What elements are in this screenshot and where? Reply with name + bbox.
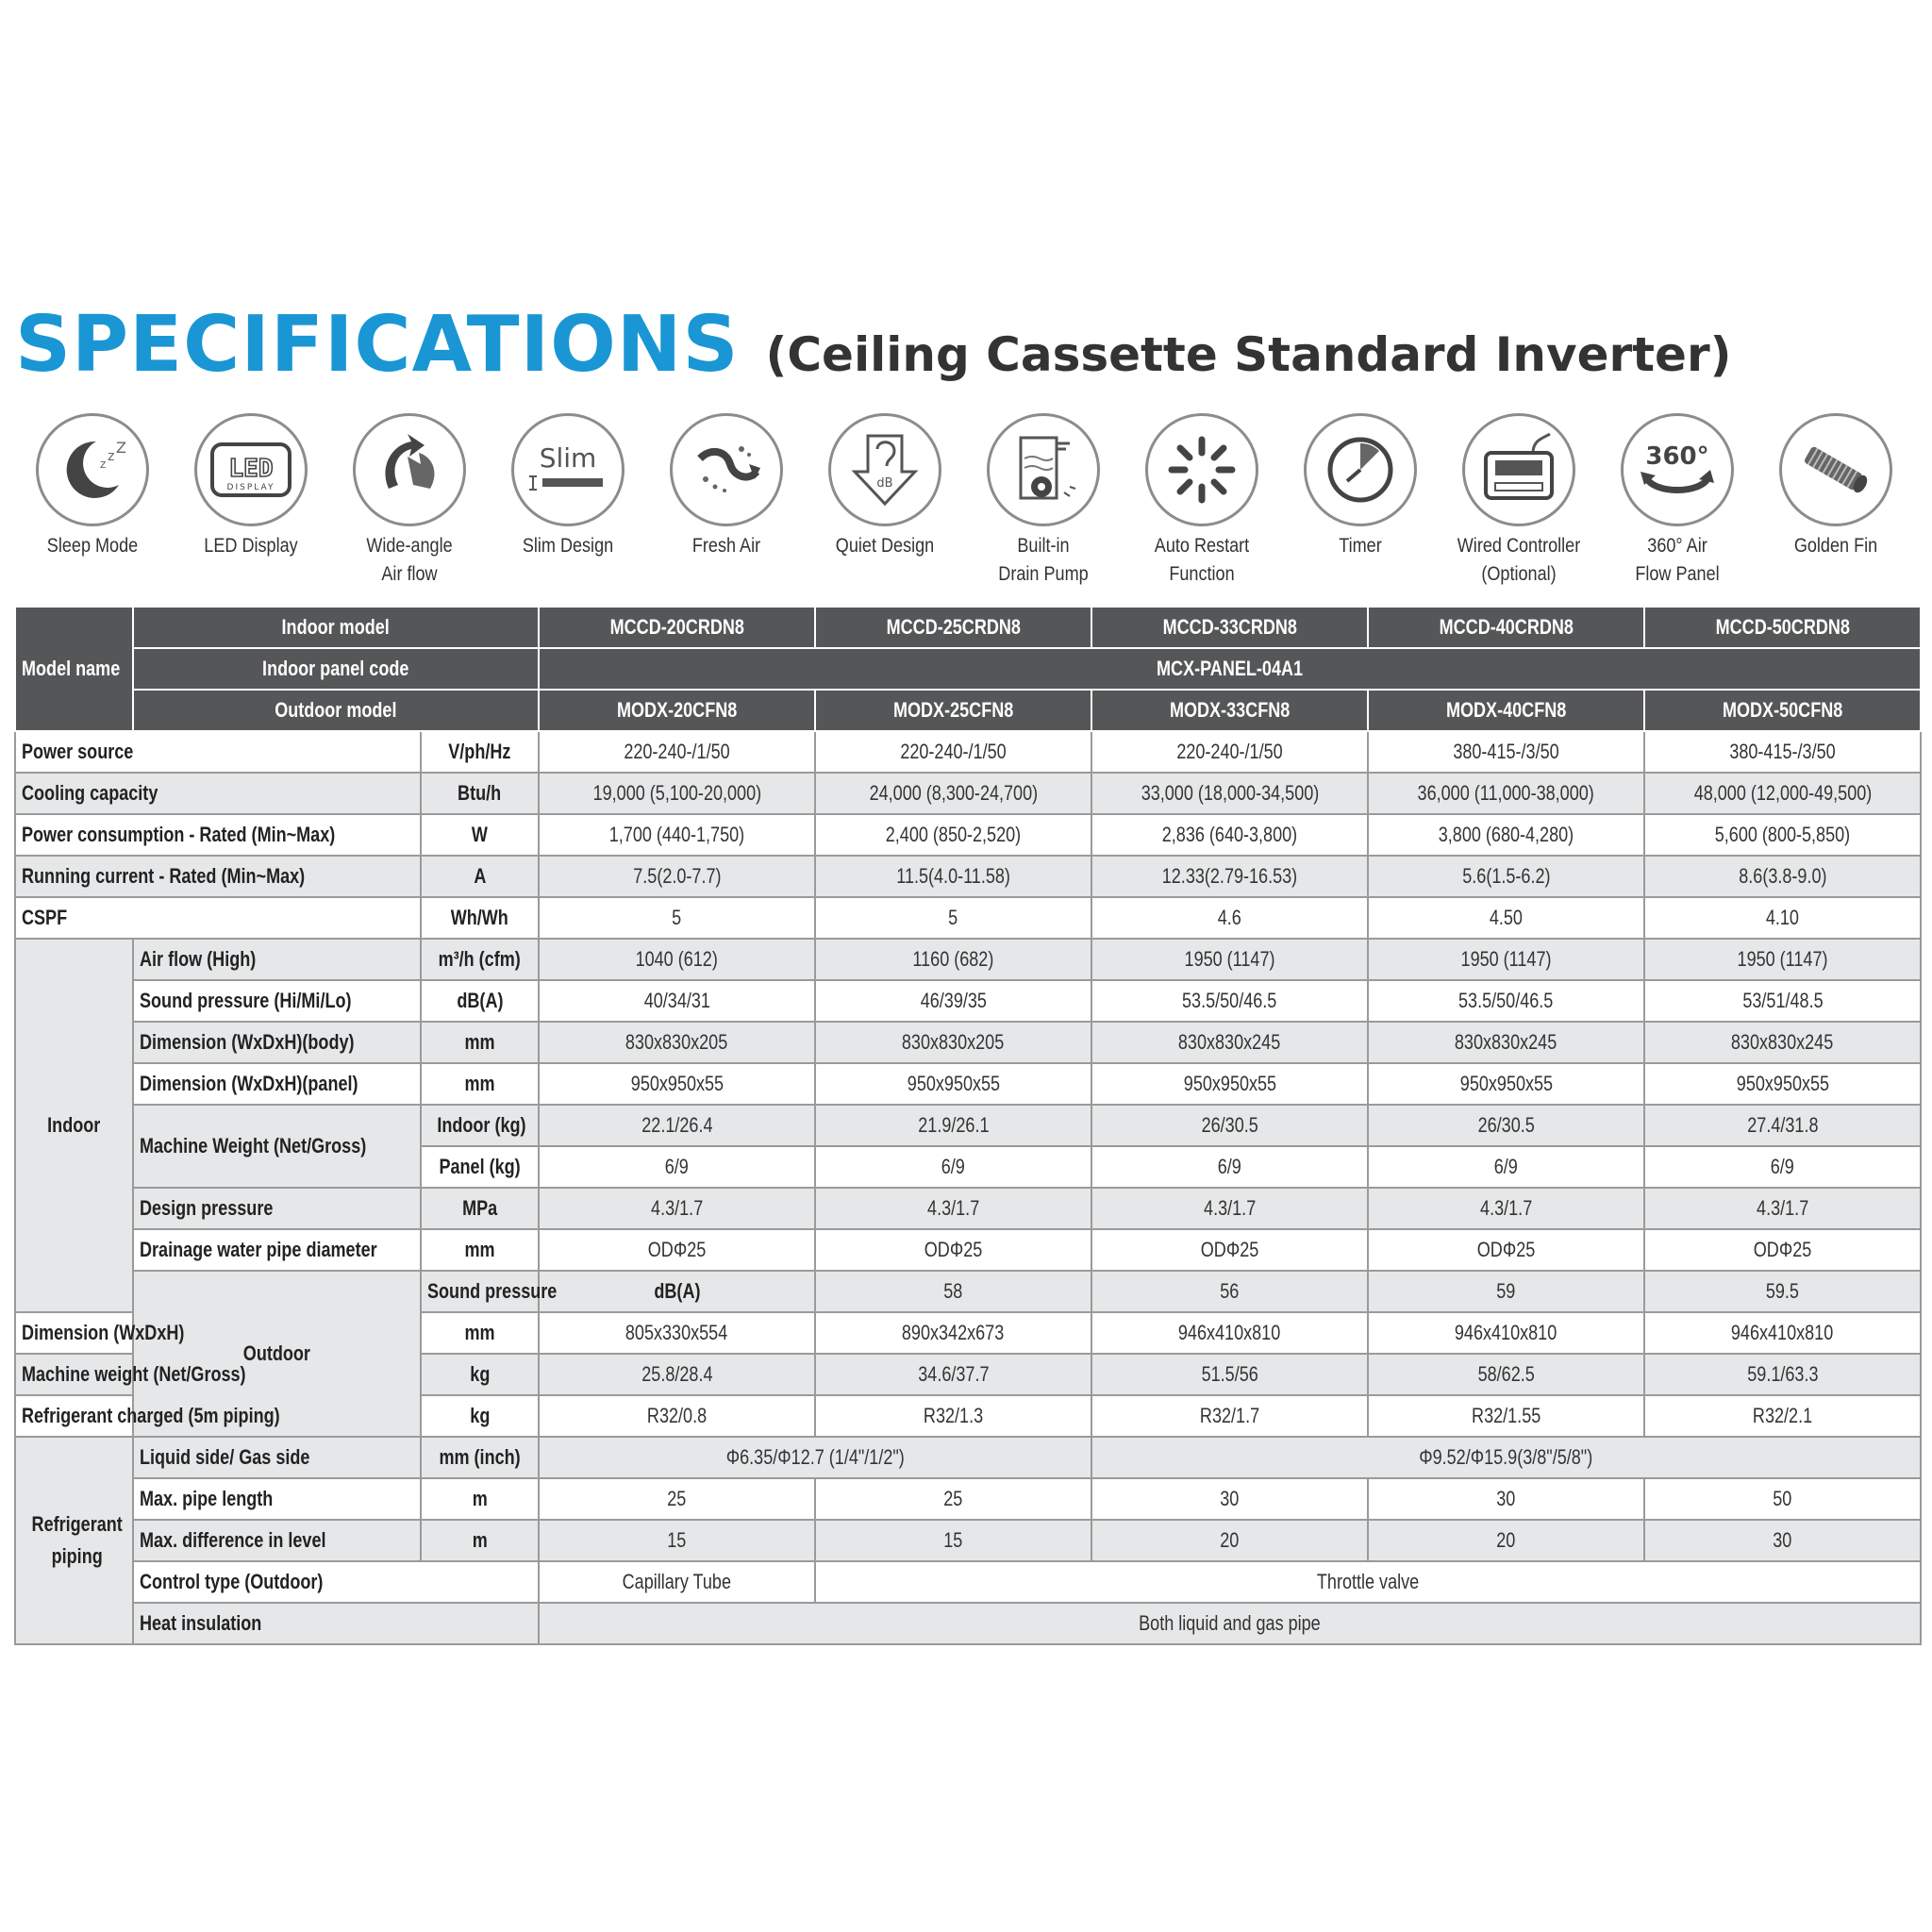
row-unit: mm xyxy=(421,1063,539,1105)
table-row xyxy=(15,690,1921,731)
table-cell: R32/1.7 xyxy=(1091,1395,1368,1437)
feature-label: Golden Fin xyxy=(1793,535,1878,557)
table-row xyxy=(15,1229,1921,1271)
table-row xyxy=(15,1022,1921,1063)
feature-label: Sleep Mode xyxy=(46,535,139,557)
table-cell: 2,836 (640-3,800) xyxy=(1091,814,1368,856)
row-label: Liquid side/ Gas side xyxy=(133,1437,421,1478)
row-unit: V/ph/Hz xyxy=(421,731,539,773)
table-cell: 51.5/56 xyxy=(1091,1354,1368,1395)
table-cell: 830x830x205 xyxy=(539,1022,815,1063)
table-cell: 220-240-/1/50 xyxy=(815,731,1091,773)
indoor-model-cell: MCCD-25CRDN8 xyxy=(815,607,1091,648)
row-label: Dimension (WxDxH)(body) xyxy=(133,1022,421,1063)
row-label: Sound pressure xyxy=(421,1271,539,1312)
svg-text:Z: Z xyxy=(116,439,126,457)
table-cell: 4.3/1.7 xyxy=(1644,1188,1921,1229)
row-label: Refrigerant charged (5m piping) xyxy=(15,1395,133,1437)
table-cell: 380-415-/3/50 xyxy=(1644,731,1921,773)
svg-text:DISPLAY: DISPLAY xyxy=(226,483,275,492)
table-cell: ODΦ25 xyxy=(815,1229,1091,1271)
row-label: Machine weight (Net/Gross) xyxy=(15,1354,133,1395)
table-cell: 26/30.5 xyxy=(1368,1105,1644,1146)
table-cell: 950x950x55 xyxy=(815,1063,1091,1105)
fresh-air-icon xyxy=(687,430,766,509)
outdoor-model-header: Outdoor model xyxy=(133,690,539,731)
table-cell: 950x950x55 xyxy=(1368,1063,1644,1105)
table-cell: 950x950x55 xyxy=(539,1063,815,1105)
feature-quiet-design xyxy=(806,413,964,560)
table-cell: 36,000 (11,000-38,000) xyxy=(1368,773,1644,814)
table-row xyxy=(15,814,1921,856)
outdoor-model-cell: MODX-50CFN8 xyxy=(1644,690,1921,731)
outdoor-model-cell: MODX-25CFN8 xyxy=(815,690,1091,731)
table-row xyxy=(15,939,1921,980)
table-cell: 12.33(2.79-16.53) xyxy=(1091,856,1368,897)
table-row xyxy=(15,1478,1921,1520)
indoor-model-header: Indoor model xyxy=(133,607,539,648)
spec-table xyxy=(14,606,1922,1645)
group-label-outdoor: Outdoor xyxy=(133,1271,421,1437)
feature-label: Timer xyxy=(1339,535,1382,557)
row-unit: W xyxy=(421,814,539,856)
table-cell: 4.3/1.7 xyxy=(539,1188,815,1229)
table-cell: 890x342x673 xyxy=(815,1312,1091,1354)
table-cell: 5 xyxy=(815,897,1091,939)
table-cell: 59 xyxy=(1368,1271,1644,1312)
table-cell: 946x410x810 xyxy=(1368,1312,1644,1354)
feature-golden-fin xyxy=(1757,413,1915,560)
feature-slim-design xyxy=(489,413,647,560)
table-cell: 15 xyxy=(539,1520,815,1561)
table-cell: 24,000 (8,300-24,700) xyxy=(815,773,1091,814)
table-cell: R32/0.8 xyxy=(539,1395,815,1437)
row-unit: Panel (kg) xyxy=(421,1146,539,1188)
row-unit: kg xyxy=(421,1395,539,1437)
table-cell: 1040 (612) xyxy=(539,939,815,980)
row-label: Dimension (WxDxH) xyxy=(15,1312,133,1354)
feature-wired-controller xyxy=(1440,413,1598,589)
table-row xyxy=(15,607,1921,648)
table-cell: 6/9 xyxy=(1368,1146,1644,1188)
row-unit: Indoor (kg) xyxy=(421,1105,539,1146)
table-cell: 8.6(3.8-9.0) xyxy=(1644,856,1921,897)
row-unit: Btu/h xyxy=(421,773,539,814)
row-label: Design pressure xyxy=(133,1188,421,1229)
table-row xyxy=(15,1063,1921,1105)
table-cell: Φ9.52/Φ15.9(3/8"/5/8") xyxy=(1091,1437,1921,1478)
row-unit: mm (inch) xyxy=(421,1437,539,1478)
feature-auto-restart xyxy=(1123,413,1281,589)
table-cell: 946x410x810 xyxy=(1091,1312,1368,1354)
table-row xyxy=(15,1561,1921,1603)
table-cell: 40/34/31 xyxy=(539,980,815,1022)
row-label: Control type (Outdoor) xyxy=(133,1561,539,1603)
table-cell: 48,000 (12,000-49,500) xyxy=(1644,773,1921,814)
title-row xyxy=(15,300,1911,394)
table-cell: 7.5(2.0-7.7) xyxy=(539,856,815,897)
table-cell: 2,400 (850-2,520) xyxy=(815,814,1091,856)
table-cell: 59.5 xyxy=(1644,1271,1921,1312)
feature-wide-angle-airflow xyxy=(330,413,489,589)
row-unit: m³/h (cfm) xyxy=(421,939,539,980)
feature-fresh-air xyxy=(647,413,806,560)
feature-sleep-mode xyxy=(13,413,172,560)
slim-design-icon xyxy=(525,437,610,503)
table-cell: 4.3/1.7 xyxy=(815,1188,1091,1229)
table-cell: 33,000 (18,000-34,500) xyxy=(1091,773,1368,814)
row-label: Sound pressure (Hi/Mi/Lo) xyxy=(133,980,421,1022)
row-label: Heat insulation xyxy=(133,1603,539,1644)
row-label: Cooling capacity xyxy=(15,773,421,814)
outdoor-model-cell: MODX-40CFN8 xyxy=(1368,690,1644,731)
indoor-model-cell: MCCD-40CRDN8 xyxy=(1368,607,1644,648)
table-cell: 830x830x245 xyxy=(1091,1022,1368,1063)
table-row xyxy=(15,731,1921,773)
table-cell: 4.10 xyxy=(1644,897,1921,939)
table-cell: 830x830x205 xyxy=(815,1022,1091,1063)
table-cell: 830x830x245 xyxy=(1644,1022,1921,1063)
table-cell: 46/39/35 xyxy=(815,980,1091,1022)
row-unit: A xyxy=(421,856,539,897)
table-cell: 56 xyxy=(1091,1271,1368,1312)
feature-label: Wide-angle Air flow xyxy=(366,535,453,585)
row-unit: m xyxy=(421,1478,539,1520)
table-cell: 22.1/26.4 xyxy=(539,1105,815,1146)
table-cell: 20 xyxy=(1091,1520,1368,1561)
svg-text:z: z xyxy=(108,449,115,464)
table-cell: 19,000 (5,100-20,000) xyxy=(539,773,815,814)
group-label-indoor: Indoor xyxy=(15,939,133,1312)
table-cell: ODΦ25 xyxy=(1644,1229,1921,1271)
table-cell: R32/1.55 xyxy=(1368,1395,1644,1437)
table-cell: 1,700 (440-1,750) xyxy=(539,814,815,856)
table-cell: 950x950x55 xyxy=(1644,1063,1921,1105)
timer-icon xyxy=(1321,430,1400,509)
table-row xyxy=(15,1520,1921,1561)
wired-controller-icon xyxy=(1476,430,1561,509)
row-label: Max. pipe length xyxy=(133,1478,421,1520)
feature-label: Slim Design xyxy=(522,535,614,557)
table-cell: 6/9 xyxy=(1091,1146,1368,1188)
table-row xyxy=(15,1105,1921,1146)
table-row xyxy=(15,648,1921,690)
row-unit: dB(A) xyxy=(539,1271,815,1312)
table-cell: Φ6.35/Φ12.7 (1/4"/1/2") xyxy=(539,1437,1091,1478)
table-cell: 3,800 (680-4,280) xyxy=(1368,814,1644,856)
table-cell: 53.5/50/46.5 xyxy=(1368,980,1644,1022)
table-cell: 53.5/50/46.5 xyxy=(1091,980,1368,1022)
table-row xyxy=(15,1437,1921,1478)
table-cell: 220-240-/1/50 xyxy=(539,731,815,773)
table-row xyxy=(15,980,1921,1022)
table-cell: 25 xyxy=(815,1478,1091,1520)
panel-code-cell: MCX-PANEL-04A1 xyxy=(539,648,1921,690)
model-name-header: Model name xyxy=(15,607,133,731)
row-label: Running current - Rated (Min~Max) xyxy=(15,856,421,897)
table-cell: Throttle valve xyxy=(815,1561,1921,1603)
table-row xyxy=(15,1603,1921,1644)
table-cell: 220-240-/1/50 xyxy=(1091,731,1368,773)
air-flow-panel-360-icon xyxy=(1635,430,1720,509)
table-cell: 58 xyxy=(815,1271,1091,1312)
table-cell: Both liquid and gas pipe xyxy=(539,1603,1921,1644)
svg-text:z: z xyxy=(100,458,107,471)
table-cell: 1950 (1147) xyxy=(1091,939,1368,980)
table-row xyxy=(15,1271,1921,1312)
drain-pump-icon xyxy=(1004,430,1083,509)
table-cell: ODΦ25 xyxy=(539,1229,815,1271)
row-label: Air flow (High) xyxy=(133,939,421,980)
row-label: Dimension (WxDxH)(panel) xyxy=(133,1063,421,1105)
page-title: SPECIFICATIONS xyxy=(15,300,740,390)
group-label-refrigerant-piping: Refrigerant piping xyxy=(15,1437,133,1644)
led-display-icon xyxy=(208,437,293,503)
table-row xyxy=(15,856,1921,897)
table-cell: 58/62.5 xyxy=(1368,1354,1644,1395)
table-cell: 25.8/28.4 xyxy=(539,1354,815,1395)
indoor-model-cell: MCCD-33CRDN8 xyxy=(1091,607,1368,648)
table-cell: 11.5(4.0-11.58) xyxy=(815,856,1091,897)
row-label: Power source xyxy=(15,731,421,773)
row-label: Max. difference in level xyxy=(133,1520,421,1561)
table-cell: 25 xyxy=(539,1478,815,1520)
feature-label: Built-in Drain Pump xyxy=(998,535,1089,585)
row-unit: Wh/Wh xyxy=(421,897,539,939)
table-cell: ODΦ25 xyxy=(1368,1229,1644,1271)
svg-text:Slim: Slim xyxy=(539,442,597,474)
table-cell: 30 xyxy=(1644,1520,1921,1561)
table-cell: 5,600 (800-5,850) xyxy=(1644,814,1921,856)
table-row xyxy=(15,773,1921,814)
table-cell: 27.4/31.8 xyxy=(1644,1105,1921,1146)
table-cell: R32/2.1 xyxy=(1644,1395,1921,1437)
quiet-design-icon xyxy=(845,430,924,509)
table-cell: 1950 (1147) xyxy=(1644,939,1921,980)
table-cell: 4.50 xyxy=(1368,897,1644,939)
feature-label: Quiet Design xyxy=(835,535,935,557)
indoor-panel-code-header: Indoor panel code xyxy=(133,648,539,690)
row-label: CSPF xyxy=(15,897,421,939)
table-cell: 946x410x810 xyxy=(1644,1312,1921,1354)
table-cell: R32/1.3 xyxy=(815,1395,1091,1437)
indoor-model-cell: MCCD-50CRDN8 xyxy=(1644,607,1921,648)
feature-icon-row xyxy=(13,413,1919,583)
feature-timer xyxy=(1281,413,1440,560)
svg-text:dB: dB xyxy=(876,476,893,491)
table-cell: 4.6 xyxy=(1091,897,1368,939)
table-cell: 34.6/37.7 xyxy=(815,1354,1091,1395)
golden-fin-icon xyxy=(1796,430,1875,509)
table-row xyxy=(15,1188,1921,1229)
svg-text:LED: LED xyxy=(228,455,274,483)
table-cell: 26/30.5 xyxy=(1091,1105,1368,1146)
feature-label: Wired Controller (Optional) xyxy=(1457,535,1581,585)
wide-angle-airflow-icon xyxy=(370,430,449,509)
row-unit: MPa xyxy=(421,1188,539,1229)
row-unit: mm xyxy=(421,1022,539,1063)
table-cell: 6/9 xyxy=(1644,1146,1921,1188)
row-unit: mm xyxy=(421,1312,539,1354)
outdoor-model-cell: MODX-20CFN8 xyxy=(539,690,815,731)
table-cell: 5.6(1.5-6.2) xyxy=(1368,856,1644,897)
feature-drain-pump xyxy=(964,413,1123,589)
table-cell: 53/51/48.5 xyxy=(1644,980,1921,1022)
table-cell: 1160 (682) xyxy=(815,939,1091,980)
table-cell: ODΦ25 xyxy=(1091,1229,1368,1271)
table-cell: 4.3/1.7 xyxy=(1091,1188,1368,1229)
table-cell: 6/9 xyxy=(539,1146,815,1188)
feature-label: LED Display xyxy=(204,535,298,557)
row-label: Power consumption - Rated (Min~Max) xyxy=(15,814,421,856)
row-unit: dB(A) xyxy=(421,980,539,1022)
outdoor-model-cell: MODX-33CFN8 xyxy=(1091,690,1368,731)
table-cell: 5 xyxy=(539,897,815,939)
table-cell: 20 xyxy=(1368,1520,1644,1561)
row-unit: m xyxy=(421,1520,539,1561)
table-cell: 6/9 xyxy=(815,1146,1091,1188)
row-label: Drainage water pipe diameter xyxy=(133,1229,421,1271)
table-cell: Capillary Tube xyxy=(539,1561,815,1603)
table-cell: 15 xyxy=(815,1520,1091,1561)
feature-led-display xyxy=(172,413,330,560)
table-cell: 30 xyxy=(1091,1478,1368,1520)
table-cell: 805x330x554 xyxy=(539,1312,815,1354)
sleep-mode-icon xyxy=(53,430,132,509)
table-cell: 21.9/26.1 xyxy=(815,1105,1091,1146)
table-cell: 380-415-/3/50 xyxy=(1368,731,1644,773)
table-cell: 1950 (1147) xyxy=(1368,939,1644,980)
feature-label: 360° Air Flow Panel xyxy=(1635,535,1720,585)
page-subtitle: (Ceiling Cassette Standard Inverter) xyxy=(765,327,1732,382)
table-cell: 59.1/63.3 xyxy=(1644,1354,1921,1395)
feature-360-air-flow-panel xyxy=(1598,413,1757,589)
table-cell: 830x830x245 xyxy=(1368,1022,1644,1063)
indoor-model-cell: MCCD-20CRDN8 xyxy=(539,607,815,648)
auto-restart-icon xyxy=(1162,430,1241,509)
table-row xyxy=(15,897,1921,939)
table-cell: 4.3/1.7 xyxy=(1368,1188,1644,1229)
feature-label: Auto Restart Function xyxy=(1154,535,1250,585)
row-unit: mm xyxy=(421,1229,539,1271)
table-cell: 950x950x55 xyxy=(1091,1063,1368,1105)
table-cell: 50 xyxy=(1644,1478,1921,1520)
feature-label: Fresh Air xyxy=(691,535,761,557)
row-label: Machine Weight (Net/Gross) xyxy=(133,1105,421,1188)
svg-text:360°: 360° xyxy=(1645,442,1709,471)
row-unit: kg xyxy=(421,1354,539,1395)
table-cell: 30 xyxy=(1368,1478,1644,1520)
